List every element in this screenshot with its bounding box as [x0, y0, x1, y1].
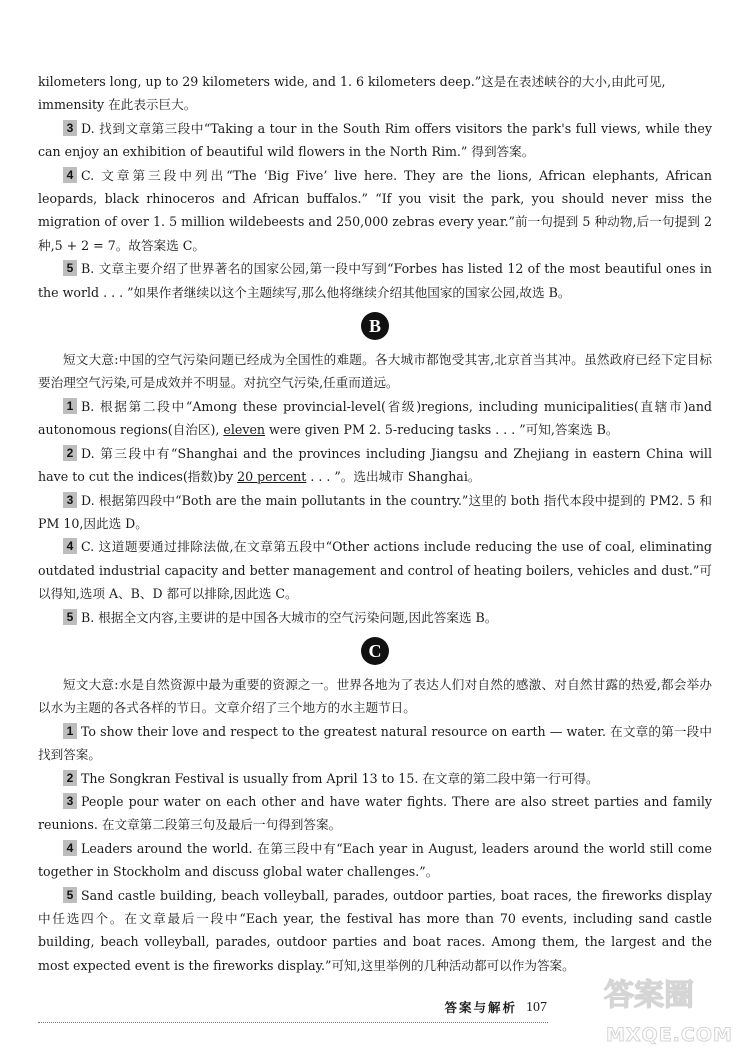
section-c-answer-5 — [38, 884, 712, 978]
question-number-badge: 2 — [63, 770, 77, 786]
answer-text: D. 根据第四段中“Both are the main pollutants in the country.”这里的 both 指代本段中提到的 PM2. 5 和 PM 10,因此选 D。 — [38, 492, 712, 531]
question-number-badge: 4 — [63, 538, 77, 554]
section-c-answer-4 — [38, 837, 712, 884]
question-number-badge: 5 — [63, 609, 77, 625]
answer-text: Leaders around the world. 在第三段中有“Each year in August, leaders around the world still come together in Stockholm and discuss global water challenges.”。 — [38, 840, 712, 880]
section-b-answer-1 — [38, 395, 712, 442]
section-a-answer-3 — [38, 117, 712, 164]
underlined-phrase: eleven — [223, 422, 266, 438]
watermark-logo-text: 答案圈 — [604, 978, 694, 1013]
section-c-badge: C — [361, 637, 389, 665]
section-a-answer-5 — [38, 257, 712, 304]
section-c-summary: 短文大意:水是自然资源中最为重要的资源之一。世界各地为了表达人们对自然的感激、对自然甘露的热爱,都会举办以水为主题的各式各样的节日。文章介绍了三个地方的水主题节日。 — [38, 676, 712, 716]
question-number-badge: 1 — [63, 723, 77, 739]
section-b-answer-3 — [38, 489, 712, 536]
question-number-badge: 4 — [63, 167, 77, 183]
answer-text: B. 文章主要介绍了世界著名的国家公园,第一段中写到“Forbes has listed 12 of the most beautiful ones in the world . . . ”如果作者继续以这个主题续写,那么他将继续介绍其他国家的国家公园,故选 B。 — [38, 261, 712, 300]
footer-label: 答案与解析 — [444, 1000, 517, 1015]
answer-text: C. 这道题要通过排除法做,在文章第五段中“Other actions include reducing the use of coal, eliminating outdated industrial capacity and better management and control of heating boilers, vehicles and dust.”可以得知,选项 A、B、D 都可以排除,因此选 C。 — [38, 539, 712, 602]
site-watermark — [604, 978, 744, 1050]
answer-text: D. 第三段中有“Shanghai and the provinces including Jiangsu and Zhejiang in eastern China will have to cut the indices(指数)by — [38, 445, 712, 485]
section-c-answer-2 — [38, 767, 712, 790]
answer-page — [38, 70, 712, 977]
answer-text: B. 根据全文内容,主要讲的是中国各大城市的空气污染问题,因此答案选 B。 — [81, 609, 498, 625]
answer-text: . . . ”。选出城市 Shanghai。 — [306, 469, 481, 485]
answer-text: D. 找到文章第三段中“Taking a tour in the South Rim offers visitors the park's full views, while they can enjoy an exhibition of beautiful wild flowers in the North Rim.” 得到答案。 — [38, 120, 712, 160]
section-b-answer-5 — [38, 606, 712, 629]
question-number-badge: 2 — [63, 445, 77, 461]
section-b-badge: B — [361, 312, 389, 340]
question-number-badge: 5 — [63, 260, 77, 276]
section-c-answer-1 — [38, 720, 712, 767]
question-number-badge: 3 — [63, 120, 77, 136]
answer-text: were given PM 2. 5-reducing tasks . . . ”可知,答案选 B。 — [265, 422, 619, 438]
question-number-badge: 3 — [63, 492, 77, 508]
answer-text: People pour water on each other and have water fights. There are also street parties and family reunions. 在文章第二段第三句及最后一句得到答案。 — [38, 793, 712, 833]
watermark-url-text: MXQE.COM — [606, 1024, 733, 1046]
question-number-badge: 3 — [63, 793, 77, 809]
question-number-badge: 5 — [63, 887, 77, 903]
underlined-phrase: 20 percent — [237, 469, 307, 485]
section-b-answer-2 — [38, 442, 712, 489]
page-number: 107 — [526, 1000, 547, 1015]
section-a-answer-4 — [38, 164, 712, 258]
answer-text: B. 根据第二段中“Among these provincial-level(省级)regions, including municipalities(直辖市)and autonomous regions(自治区), — [38, 398, 712, 438]
question-number-badge: 4 — [63, 840, 77, 856]
section-c-answer-3 — [38, 790, 712, 837]
section-b-summary: 短文大意:中国的空气污染问题已经成为全国性的难题。各大城市都饱受其害,北京首当其冲。虽然政府已经下定目标要治理空气污染,可是成效并不明显。对抗空气污染,任重而道远。 — [38, 352, 712, 391]
paragraph-line: kilometers long, up to 29 kilometers wide, and 1. 6 kilometers deep.”这是在表述峡谷的大小,由此可见, — [38, 74, 666, 89]
footer-divider — [38, 1022, 548, 1023]
answer-text: Sand castle building, beach volleyball, parades, outdoor parties, boat races, the fireworks display 中任选四个。在文章最后一段中“Each year, the festival has more than 70 events, including sand castle building, beach volleyball, parades, outdoor parties and boat races. Among them, the largest and the most expected event is the fireworks display.”可知,这里举例的几种活动都可以作为答案。 — [38, 887, 712, 973]
section-b-answer-4 — [38, 535, 712, 605]
answer-text: To show their love and respect to the greatest natural resource on earth — water. 在文章的第一段中找到答案。 — [38, 723, 712, 763]
answer-text: C. 文章第三段中列出“The ‘Big Five’ live here. They are the lions, African elephants, African leopards, black rhinoceros and African buffalos.” “If you visit the park, you should never miss the migration of over 1. 5 million wildebeests and 250,000 zebras every year.”前一句提到 5 种动物,后一句提到 2 种,5 + 2 = 7。故答案选 C。 — [38, 167, 712, 253]
question-number-badge: 1 — [63, 398, 77, 414]
paragraph-line: immensity 在此表示巨大。 — [38, 97, 197, 113]
section-a-paragraph-continuation — [38, 70, 712, 117]
answer-text: The Songkran Festival is usually from April 13 to 15. 在文章的第二段中第一行可得。 — [81, 770, 599, 786]
